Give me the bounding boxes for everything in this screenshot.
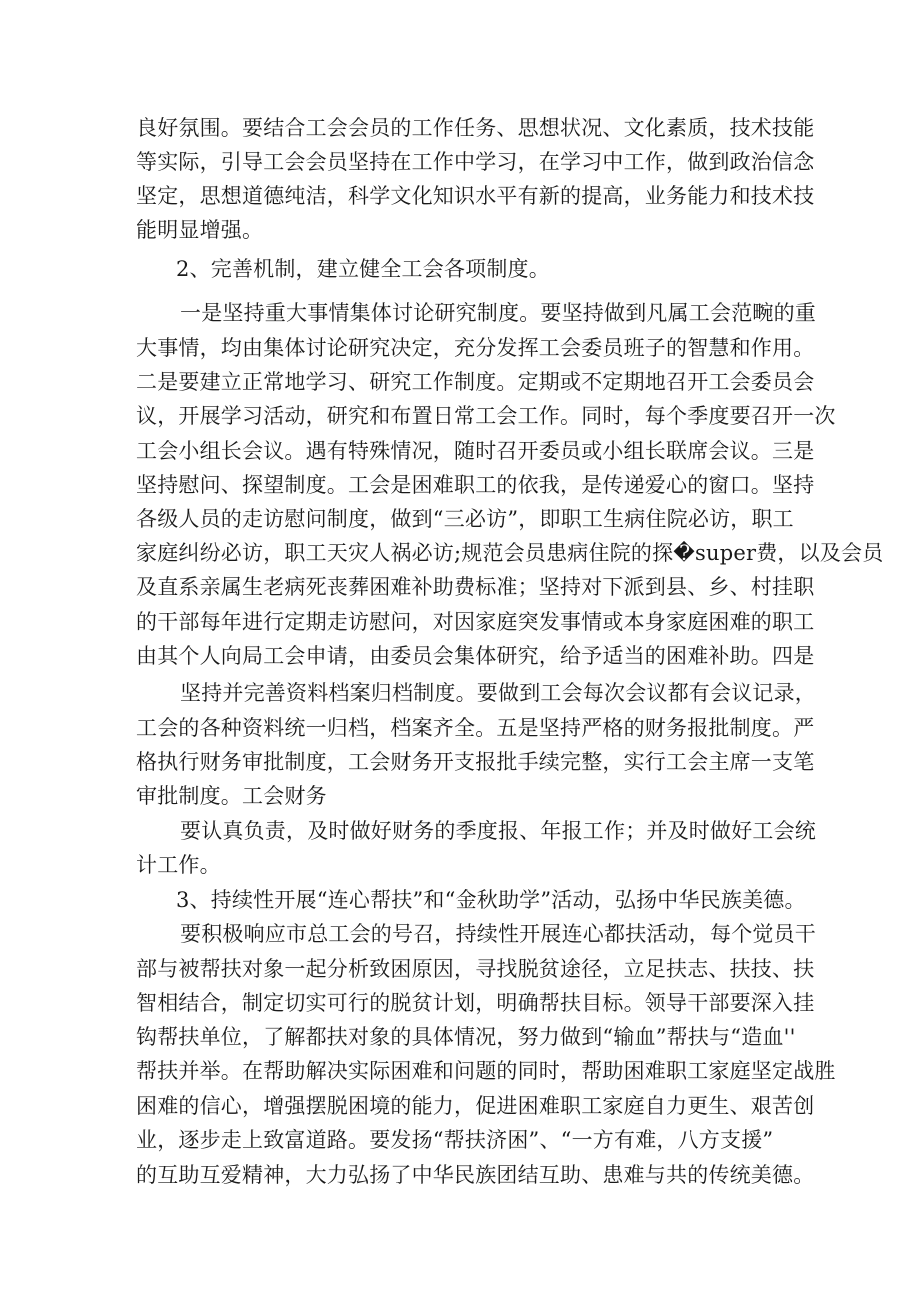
text-line: 良好氛围。要结合工会会员的工作任务、思想状况、文化素质，技术技能 xyxy=(136,116,815,140)
text-line: 帮扶并举。在帮助解决实际困难和问题的同时，帮助困难职工家庭坚定战胜 xyxy=(136,1059,836,1083)
text-line: 坚持并完善资料档案归档制度。要做到工会每次会议都有会议记录， xyxy=(180,681,816,705)
section-heading: 3、持续性开展“连心帮扶”和“金秋助学”活动，弘扬中华民族美德。 xyxy=(176,888,806,912)
text-line: 要积极响应市总工会的号召，持续性开展连心都扶活动，每个觉员干 xyxy=(180,922,816,946)
text-line: 坚持慰问、探望制度。工会是困难职工的依我，是传递爱心的窗口。坚持 xyxy=(136,473,815,497)
text-line: 格执行财务审批制度，工会财务开支报批手续完整，实行工会主席一支笔 xyxy=(136,750,815,774)
text-line: 计工作。 xyxy=(136,853,221,877)
text-line: 的互助互爱精神，大力弘扬了中华民族团结互助、患难与共的传统美德。 xyxy=(136,1163,815,1187)
text-line: 钩帮扶单位，了解都扶对象的具体情况，努力做到“输血”帮扶与“造血'' xyxy=(136,1025,796,1049)
text-line: 由其个人向局工会申请，由委员会集体研究，给予适当的困难补助。四是 xyxy=(136,644,815,668)
text-line: 审批制度。工会财务 xyxy=(136,784,327,808)
text-line: 二是要建立正常地学习、研究工作制度。定期或不定期地召开工会委员会 xyxy=(136,370,815,394)
text-line: 及直系亲属生老病死丧葬困难补助费标准；坚持对下派到县、乡、村挂职 xyxy=(136,575,815,599)
section-heading: 2、完善机制，建立健全工会各项制度。 xyxy=(176,257,550,281)
text-line: 家庭纠纷必访，职工天灾人祸必访;规范会员患病住院的探�super费，以及会员 xyxy=(136,541,884,565)
text-line: 坚定，思想道德纯洁，科学文化知识水平有新的提高，业务能力和技术技 xyxy=(136,184,815,208)
text-line: 大事情，均由集体讨论研究决定，充分发挥工会委员班子的智慧和作用。 xyxy=(136,336,815,360)
text-line: 智相结合，制定切实可行的脱贫计划，明确帮扶目标。领导干部要深入挂 xyxy=(136,991,815,1015)
text-line: 一是坚持重大事情集体讨论研究制度。要坚持做到凡属工会范畹的重 xyxy=(180,301,816,325)
text-line: 能明显增强。 xyxy=(136,218,264,242)
text-line: 等实际，引导工会会员坚持在工作中学习，在学习中工作，做到政治信念 xyxy=(136,150,815,174)
text-line: 的干部每年进行定期走访慰问，对因家庭突发事情或本身家庭困难的职工 xyxy=(136,610,815,634)
text-line: 各级人员的走访慰问制度，做到“三必访”，即职工生病住院必访，职工 xyxy=(136,507,794,531)
text-line: 工会小组长会议。遇有特殊情况，随时召开委员或小组长联席会议。三是 xyxy=(136,439,815,463)
text-line: 工会的各种资料统一归档，档案齐全。五是坚持严格的财务报批制度。严 xyxy=(136,716,815,740)
text-line: 议，开展学习活动，研究和布置日常工会工作。同时，每个季度要召开一次 xyxy=(136,404,836,428)
text-line: 要认真负责，及时做好财务的季度报、年报工作；并及时做好工会统 xyxy=(180,819,816,843)
text-line: 业，逐步走上致富道路。要发扬“帮扶济困”、“一方有难，八方支援” xyxy=(136,1128,774,1152)
text-line: 部与被帮扶对象一起分析致困原因，寻找脱贫途径，立足扶志、扶技、扶 xyxy=(136,957,815,981)
text-line: 困难的信心，增强摆脱困境的能力，促进困难职工家庭自力更生、艰苦创 xyxy=(136,1094,815,1118)
